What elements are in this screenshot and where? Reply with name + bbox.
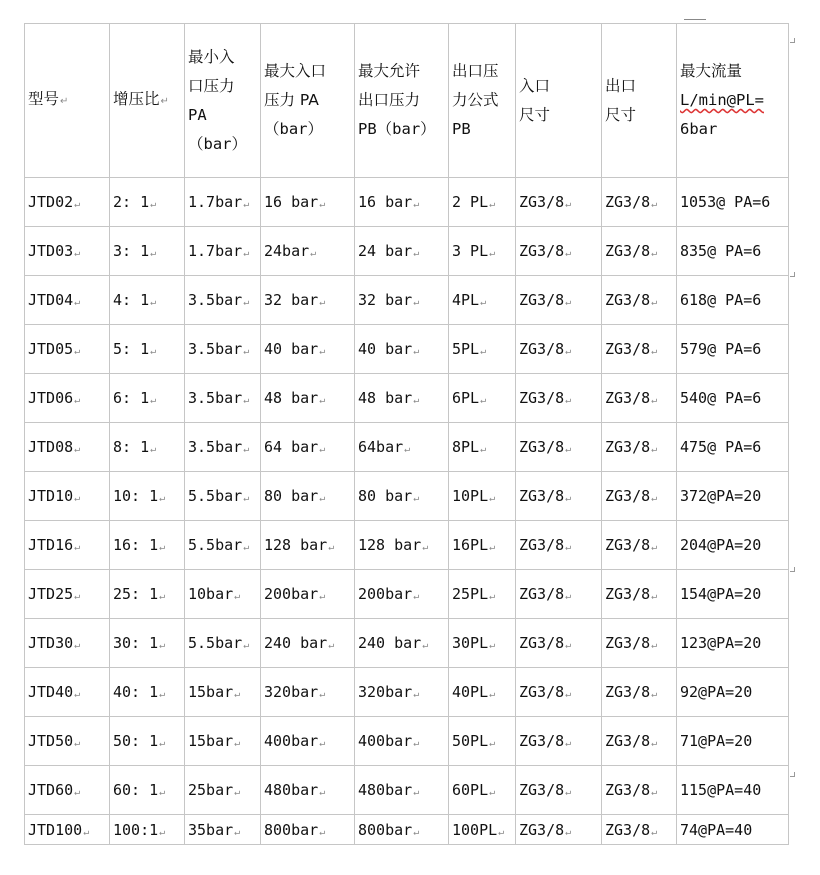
paragraph-mark: ↵ xyxy=(234,689,241,700)
max-flow-cell: 92@PA=20 xyxy=(677,668,789,717)
outlet-size-cell: ZG3/8↵ xyxy=(602,570,677,619)
paragraph-mark: ↵ xyxy=(413,346,420,357)
paragraph-mark: ↵ xyxy=(413,297,420,308)
max-flow-cell: 540@ PA=6 xyxy=(677,374,789,423)
min-inlet-cell: 10bar↵ xyxy=(185,570,261,619)
paragraph-mark: ↵ xyxy=(480,297,487,308)
paragraph-mark: ↵ xyxy=(489,640,496,651)
ratio-cell: 60: 1↵ xyxy=(110,766,185,815)
model-cell: JTD60↵ xyxy=(25,766,110,815)
outlet-size-cell: ZG3/8↵ xyxy=(602,178,677,227)
max-inlet-cell: 80 bar↵ xyxy=(261,472,355,521)
min-inlet-cell: 5.5bar↵ xyxy=(185,619,261,668)
inlet-size-cell: ZG3/8↵ xyxy=(516,570,602,619)
header-max-flow: 最大流量 L/min@PL= 6bar xyxy=(677,24,789,178)
header-outlet-formula: 出口压 力公式 PB xyxy=(449,24,516,178)
ratio-cell: 30: 1↵ xyxy=(110,619,185,668)
ratio-cell: 50: 1↵ xyxy=(110,717,185,766)
paragraph-mark: ↵ xyxy=(74,542,81,553)
model-cell: JTD10↵ xyxy=(25,472,110,521)
table-row xyxy=(25,717,789,766)
paragraph-mark: ↵ xyxy=(489,542,496,553)
model-cell: JTD40↵ xyxy=(25,668,110,717)
paragraph-mark: ↵ xyxy=(74,346,81,357)
header-outlet-size: 出口 尺寸 xyxy=(602,24,677,178)
ratio-cell: 40: 1↵ xyxy=(110,668,185,717)
paragraph-mark: ↵ xyxy=(489,591,496,602)
paragraph-mark: ↵ xyxy=(651,689,658,700)
paragraph-mark: ↵ xyxy=(319,826,326,838)
paragraph-mark: ↵ xyxy=(651,199,658,210)
paragraph-mark: ↵ xyxy=(243,640,250,651)
paragraph-mark: ↵ xyxy=(243,542,250,553)
paragraph-mark: ↵ xyxy=(319,493,326,504)
paragraph-mark: ↵ xyxy=(310,248,317,259)
model-cell: JTD04↵ xyxy=(25,276,110,325)
paragraph-mark: ↵ xyxy=(74,591,81,602)
paragraph-mark: ↵ xyxy=(319,199,326,210)
paragraph-mark: ↵ xyxy=(74,689,81,700)
max-inlet-cell: 32 bar↵ xyxy=(261,276,355,325)
max-outlet-cell: 48 bar↵ xyxy=(355,374,449,423)
ratio-cell: 100:1↵ xyxy=(110,815,185,845)
paragraph-mark: ↵ xyxy=(319,444,326,455)
formula-cell: 50PL↵ xyxy=(449,717,516,766)
paragraph-mark: ↵ xyxy=(565,542,572,553)
ratio-cell: 10: 1↵ xyxy=(110,472,185,521)
max-flow-cell: 1053@ PA=6 xyxy=(677,178,789,227)
paragraph-mark: ↵ xyxy=(234,591,241,602)
max-flow-cell: 123@PA=20 xyxy=(677,619,789,668)
paragraph-mark: ↵ xyxy=(565,826,572,838)
paragraph-mark: ↵ xyxy=(413,787,420,798)
max-flow-cell: 475@ PA=6 xyxy=(677,423,789,472)
inlet-size-cell: ZG3/8↵ xyxy=(516,619,602,668)
paragraph-mark: ↵ xyxy=(234,826,241,838)
paragraph-mark: ↵ xyxy=(74,395,81,406)
paragraph-mark: ↵ xyxy=(319,591,326,602)
paragraph-mark: ↵ xyxy=(651,248,658,259)
paragraph-mark: ↵ xyxy=(489,493,496,504)
formula-cell: 6PL↵ xyxy=(449,374,516,423)
paragraph-mark: ↵ xyxy=(234,787,241,798)
paragraph-mark: ↵ xyxy=(159,826,166,838)
ratio-cell: 3: 1↵ xyxy=(110,227,185,276)
ratio-cell: 16: 1↵ xyxy=(110,521,185,570)
booster-spec-table xyxy=(24,23,789,845)
model-cell: JTD30↵ xyxy=(25,619,110,668)
max-inlet-cell: 16 bar↵ xyxy=(261,178,355,227)
paragraph-mark: ↵ xyxy=(651,297,658,308)
max-outlet-cell: 24 bar↵ xyxy=(355,227,449,276)
paragraph-mark: ↵ xyxy=(565,493,572,504)
header-max-outlet-pressure: 最大允许 出口压力 PB（bar） xyxy=(355,24,449,178)
inlet-size-cell: ZG3/8↵ xyxy=(516,717,602,766)
table-row xyxy=(25,619,789,668)
ratio-cell: 25: 1↵ xyxy=(110,570,185,619)
paragraph-mark: ↵ xyxy=(159,493,166,504)
header-model: 型号↵ xyxy=(25,24,110,178)
ratio-cell: 8: 1↵ xyxy=(110,423,185,472)
model-cell: JTD05↵ xyxy=(25,325,110,374)
paragraph-mark: ↵ xyxy=(565,444,572,455)
ratio-cell: 6: 1↵ xyxy=(110,374,185,423)
max-outlet-cell: 320bar↵ xyxy=(355,668,449,717)
model-cell: JTD50↵ xyxy=(25,717,110,766)
outlet-size-cell: ZG3/8↵ xyxy=(602,423,677,472)
paragraph-mark: ↵ xyxy=(565,346,572,357)
header-ratio: 增压比↵ xyxy=(110,24,185,178)
min-inlet-cell: 35bar↵ xyxy=(185,815,261,845)
table-row xyxy=(25,570,789,619)
paragraph-mark: ↵ xyxy=(319,689,326,700)
paragraph-mark: ↵ xyxy=(651,591,658,602)
formula-cell: 4PL↵ xyxy=(449,276,516,325)
paragraph-mark: ↵ xyxy=(159,689,166,700)
paragraph-mark: ↵ xyxy=(651,346,658,357)
paragraph-mark: ↵ xyxy=(328,640,335,651)
min-inlet-cell: 5.5bar↵ xyxy=(185,521,261,570)
outlet-size-cell: ZG3/8↵ xyxy=(602,227,677,276)
header-inlet-size: 入口 尺寸 xyxy=(516,24,602,178)
ratio-cell: 5: 1↵ xyxy=(110,325,185,374)
max-inlet-cell: 320bar↵ xyxy=(261,668,355,717)
paragraph-mark: ↵ xyxy=(243,444,250,455)
paragraph-mark: ↵ xyxy=(413,395,420,406)
paragraph-mark: ↵ xyxy=(74,738,81,749)
paragraph-mark: ↵ xyxy=(83,826,90,838)
paragraph-mark: ↵ xyxy=(565,738,572,749)
page-corner-mark xyxy=(684,19,706,20)
paragraph-mark: ↵ xyxy=(413,199,420,210)
min-inlet-cell: 1.7bar↵ xyxy=(185,178,261,227)
table-row xyxy=(25,472,789,521)
paragraph-mark: ↵ xyxy=(651,395,658,406)
outlet-size-cell: ZG3/8↵ xyxy=(602,276,677,325)
outlet-size-cell: ZG3/8↵ xyxy=(602,325,677,374)
min-inlet-cell: 15bar↵ xyxy=(185,668,261,717)
max-flow-cell: 71@PA=20 xyxy=(677,717,789,766)
table-body xyxy=(25,178,789,845)
paragraph-mark: ↵ xyxy=(159,542,166,553)
model-cell: JTD25↵ xyxy=(25,570,110,619)
table-row xyxy=(25,423,789,472)
inlet-size-cell: ZG3/8↵ xyxy=(516,374,602,423)
max-inlet-cell: 200bar↵ xyxy=(261,570,355,619)
outlet-size-cell: ZG3/8↵ xyxy=(602,668,677,717)
paragraph-mark: ↵ xyxy=(319,297,326,308)
paragraph-mark: ↵ xyxy=(651,493,658,504)
paragraph-mark: ↵ xyxy=(565,395,572,406)
table-row xyxy=(25,766,789,815)
inlet-size-cell: ZG3/8↵ xyxy=(516,276,602,325)
formula-cell: 16PL↵ xyxy=(449,521,516,570)
formula-cell: 10PL↵ xyxy=(449,472,516,521)
formula-cell: 25PL↵ xyxy=(449,570,516,619)
outlet-size-cell: ZG3/8↵ xyxy=(602,374,677,423)
max-flow-cell: 204@PA=20 xyxy=(677,521,789,570)
paragraph-mark: ↵ xyxy=(150,248,157,259)
paragraph-mark: ↵ xyxy=(498,826,505,838)
paragraph-mark: ↵ xyxy=(150,199,157,210)
model-cell: JTD02↵ xyxy=(25,178,110,227)
paragraph-mark: ↵ xyxy=(489,738,496,749)
paragraph-mark: ↵ xyxy=(159,640,166,651)
paragraph-mark: ↵ xyxy=(422,640,429,651)
paragraph-mark: ↵ xyxy=(565,591,572,602)
paragraph-mark: ↵ xyxy=(243,248,250,259)
model-cell: JTD16↵ xyxy=(25,521,110,570)
paragraph-mark: ↵ xyxy=(413,591,420,602)
paragraph-mark: ↵ xyxy=(413,689,420,700)
outlet-size-cell: ZG3/8↵ xyxy=(602,815,677,845)
paragraph-mark: ↵ xyxy=(319,787,326,798)
max-flow-cell: 115@PA=40 xyxy=(677,766,789,815)
max-inlet-cell: 800bar↵ xyxy=(261,815,355,845)
model-cell: JTD03↵ xyxy=(25,227,110,276)
paragraph-mark: ↵ xyxy=(480,395,487,406)
min-inlet-cell: 3.5bar↵ xyxy=(185,423,261,472)
paragraph-mark: ↵ xyxy=(565,248,572,259)
max-outlet-cell: 32 bar↵ xyxy=(355,276,449,325)
max-inlet-cell: 40 bar↵ xyxy=(261,325,355,374)
table-row xyxy=(25,227,789,276)
formula-cell: 40PL↵ xyxy=(449,668,516,717)
paragraph-mark: ↵ xyxy=(404,444,411,455)
min-inlet-cell: 3.5bar↵ xyxy=(185,325,261,374)
max-inlet-cell: 24bar↵ xyxy=(261,227,355,276)
paragraph-mark: ↵ xyxy=(243,199,250,210)
min-inlet-cell: 5.5bar↵ xyxy=(185,472,261,521)
paragraph-mark: ↵ xyxy=(651,738,658,749)
formula-cell: 30PL↵ xyxy=(449,619,516,668)
max-flow-cell: 618@ PA=6 xyxy=(677,276,789,325)
paragraph-mark: ↵ xyxy=(243,297,250,308)
model-cell: JTD08↵ xyxy=(25,423,110,472)
cell-end-mark xyxy=(790,272,795,277)
paragraph-mark: ↵ xyxy=(319,346,326,357)
header-row xyxy=(25,24,789,178)
paragraph-mark: ↵ xyxy=(74,444,81,455)
paragraph-mark: ↵ xyxy=(74,493,81,504)
paragraph-mark: ↵ xyxy=(159,787,166,798)
table-row xyxy=(25,815,789,845)
paragraph-mark: ↵ xyxy=(489,787,496,798)
paragraph-mark: ↵ xyxy=(565,787,572,798)
paragraph-mark: ↵ xyxy=(159,591,166,602)
paragraph-mark: ↵ xyxy=(413,493,420,504)
inlet-size-cell: ZG3/8↵ xyxy=(516,668,602,717)
paragraph-mark: ↵ xyxy=(651,444,658,455)
max-outlet-cell: 240 bar↵ xyxy=(355,619,449,668)
max-outlet-cell: 400bar↵ xyxy=(355,717,449,766)
inlet-size-cell: ZG3/8↵ xyxy=(516,815,602,845)
paragraph-mark: ↵ xyxy=(422,542,429,553)
max-inlet-cell: 240 bar↵ xyxy=(261,619,355,668)
min-inlet-cell: 3.5bar↵ xyxy=(185,276,261,325)
paragraph-mark: ↵ xyxy=(413,826,420,838)
inlet-size-cell: ZG3/8↵ xyxy=(516,178,602,227)
paragraph-mark: ↵ xyxy=(243,493,250,504)
paragraph-mark: ↵ xyxy=(565,689,572,700)
paragraph-mark: ↵ xyxy=(74,199,81,210)
max-inlet-cell: 480bar↵ xyxy=(261,766,355,815)
paragraph-mark: ↵ xyxy=(480,444,487,455)
max-inlet-cell: 400bar↵ xyxy=(261,717,355,766)
paragraph-mark: ↵ xyxy=(413,248,420,259)
table-row xyxy=(25,276,789,325)
min-inlet-cell: 3.5bar↵ xyxy=(185,374,261,423)
table-row xyxy=(25,374,789,423)
paragraph-mark: ↵ xyxy=(74,640,81,651)
paragraph-mark: ↵ xyxy=(243,395,250,406)
paragraph-mark: ↵ xyxy=(651,787,658,798)
paragraph-mark: ↵ xyxy=(489,248,496,259)
outlet-size-cell: ZG3/8↵ xyxy=(602,472,677,521)
table-row xyxy=(25,521,789,570)
paragraph-mark: ↵ xyxy=(74,248,81,259)
paragraph-mark: ↵ xyxy=(489,689,496,700)
paragraph-mark: ↵ xyxy=(413,738,420,749)
table-row xyxy=(25,178,789,227)
ratio-cell: 4: 1↵ xyxy=(110,276,185,325)
max-inlet-cell: 48 bar↵ xyxy=(261,374,355,423)
max-flow-cell: 579@ PA=6 xyxy=(677,325,789,374)
max-outlet-cell: 40 bar↵ xyxy=(355,325,449,374)
header-max-inlet-pressure: 最大入口 压力 PA （bar） xyxy=(261,24,355,178)
max-inlet-cell: 128 bar↵ xyxy=(261,521,355,570)
paragraph-mark: ↵ xyxy=(319,738,326,749)
max-flow-cell: 154@PA=20 xyxy=(677,570,789,619)
max-outlet-cell: 128 bar↵ xyxy=(355,521,449,570)
model-cell: JTD06↵ xyxy=(25,374,110,423)
formula-cell: 100PL↵ xyxy=(449,815,516,845)
max-inlet-cell: 64 bar↵ xyxy=(261,423,355,472)
table-row xyxy=(25,325,789,374)
max-outlet-cell: 480bar↵ xyxy=(355,766,449,815)
outlet-size-cell: ZG3/8↵ xyxy=(602,766,677,815)
max-outlet-cell: 64bar↵ xyxy=(355,423,449,472)
max-outlet-cell: 16 bar↵ xyxy=(355,178,449,227)
paragraph-mark: ↵ xyxy=(243,346,250,357)
paragraph-mark: ↵ xyxy=(480,346,487,357)
paragraph-mark: ↵ xyxy=(651,826,658,838)
inlet-size-cell: ZG3/8↵ xyxy=(516,227,602,276)
paragraph-mark: ↵ xyxy=(565,199,572,210)
ratio-cell: 2: 1↵ xyxy=(110,178,185,227)
paragraph-mark: ↵ xyxy=(319,395,326,406)
paragraph-mark: ↵ xyxy=(651,542,658,553)
inlet-size-cell: ZG3/8↵ xyxy=(516,423,602,472)
paragraph-mark: ↵ xyxy=(234,738,241,749)
formula-cell: 8PL↵ xyxy=(449,423,516,472)
paragraph-mark: ↵ xyxy=(150,297,157,308)
paragraph-mark: ↵ xyxy=(651,640,658,651)
min-inlet-cell: 25bar↵ xyxy=(185,766,261,815)
formula-cell: 3 PL↵ xyxy=(449,227,516,276)
outlet-size-cell: ZG3/8↵ xyxy=(602,717,677,766)
paragraph-mark: ↵ xyxy=(159,738,166,749)
table-row xyxy=(25,668,789,717)
inlet-size-cell: ZG3/8↵ xyxy=(516,325,602,374)
paragraph-mark: ↵ xyxy=(565,297,572,308)
paragraph-mark: ↵ xyxy=(328,542,335,553)
paragraph-mark: ↵ xyxy=(489,199,496,210)
cell-end-mark xyxy=(790,38,795,43)
max-flow-cell: 74@PA=40 xyxy=(677,815,789,845)
paragraph-mark: ↵ xyxy=(565,640,572,651)
formula-cell: 5PL↵ xyxy=(449,325,516,374)
paragraph-mark: ↵ xyxy=(150,444,157,455)
inlet-size-cell: ZG3/8↵ xyxy=(516,766,602,815)
header-min-inlet-pressure: 最小入 口压力 PA （bar） xyxy=(185,24,261,178)
inlet-size-cell: ZG3/8↵ xyxy=(516,472,602,521)
paragraph-mark: ↵ xyxy=(74,787,81,798)
max-outlet-cell: 800bar↵ xyxy=(355,815,449,845)
outlet-size-cell: ZG3/8↵ xyxy=(602,521,677,570)
max-flow-cell: 372@PA=20 xyxy=(677,472,789,521)
cell-end-mark xyxy=(790,772,795,777)
max-outlet-cell: 80 bar↵ xyxy=(355,472,449,521)
min-inlet-cell: 1.7bar↵ xyxy=(185,227,261,276)
max-flow-cell: 835@ PA=6 xyxy=(677,227,789,276)
outlet-size-cell: ZG3/8↵ xyxy=(602,619,677,668)
model-cell: JTD100↵ xyxy=(25,815,110,845)
max-outlet-cell: 200bar↵ xyxy=(355,570,449,619)
formula-cell: 2 PL↵ xyxy=(449,178,516,227)
inlet-size-cell: ZG3/8↵ xyxy=(516,521,602,570)
paragraph-mark: ↵ xyxy=(74,297,81,308)
formula-cell: 60PL↵ xyxy=(449,766,516,815)
cell-end-mark xyxy=(790,567,795,572)
min-inlet-cell: 15bar↵ xyxy=(185,717,261,766)
paragraph-mark: ↵ xyxy=(150,395,157,406)
paragraph-mark: ↵ xyxy=(150,346,157,357)
